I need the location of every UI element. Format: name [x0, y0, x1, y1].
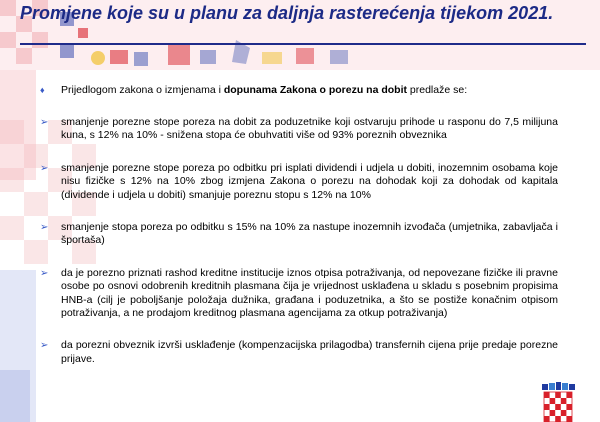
arrow-bullet-icon: ➢ [40, 267, 49, 279]
diamond-bullet-icon: ♦ [40, 85, 45, 95]
arrow-bullet-icon: ➢ [40, 340, 49, 352]
list-item [40, 162, 558, 202]
list-item-text: da porezni obveznik izvrši usklađenje (kompenzacijska prilagodba) transfernih cijena prije predaje porezne prijave. [61, 339, 558, 365]
arrow-bullet-icon: ➢ [40, 222, 49, 234]
slide-title: Promjene koje su u planu za daljnja rasterećenja tijekom 2021. [20, 3, 554, 23]
slide-content [40, 84, 558, 385]
list-item [40, 116, 558, 143]
croatian-coat-of-arms-icon [538, 382, 578, 422]
list-item-text: smanjenje porezne stope poreza po odbitku pri isplati dividendi i udjela u dobiti, inozemnim osobama koje nisu fizičke s 12% na 10% zbog izmjena Zakona o porezu na dohodak koji za dohodak od kapitala (dividende i udjela u dobiti) smanjuje poreznu stopu s 12% na 10% [61, 161, 558, 201]
intro-text-bold: dopunama Zakona o porezu na dobit [223, 84, 407, 96]
list-item-text: smanjenje stopa poreza po odbitku s 15% na 10% za nastupe inozemnih izvođača (umjetnika, zabavljača i športaša) [61, 221, 558, 247]
title-underline [20, 43, 586, 45]
intro-text-before: Prijedlogom zakona o izmjenama i [61, 84, 224, 96]
intro-text-after: predlaže se: [407, 84, 468, 96]
intro-paragraph [40, 84, 558, 97]
arrow-bullet-icon: ➢ [40, 162, 49, 174]
list-item-text: smanjenje porezne stope poreza na dobit za poduzetnike koji ostvaruju prihode u rasponu do 7,5 milijuna kuna, s 12% na 10% - snižena stopa će obuhvatiti više od 93% poreznih obveznika [61, 116, 558, 142]
list-item [40, 221, 558, 248]
arrow-bullet-icon: ➢ [40, 117, 49, 128]
proposal-list [40, 116, 558, 366]
list-item [40, 267, 558, 321]
list-item-text: da je porezno priznati rashod kreditne institucije iznos otpisa potraživanja, od nepovezane fizičke ili pravne osobe po osnovi odobrenih kreditnih plasmana čija je vrijednost usklađena u skladu s posebnim propisima HNB-a (cilj je poboljšanje položaja dužnika, građana i poduzetnika, a što se postiže konačnim otpisom potraživanja, a ne prodajom kreditnog plasmana agencijama za otkup potraživanja) [61, 266, 558, 320]
list-item [40, 339, 558, 366]
